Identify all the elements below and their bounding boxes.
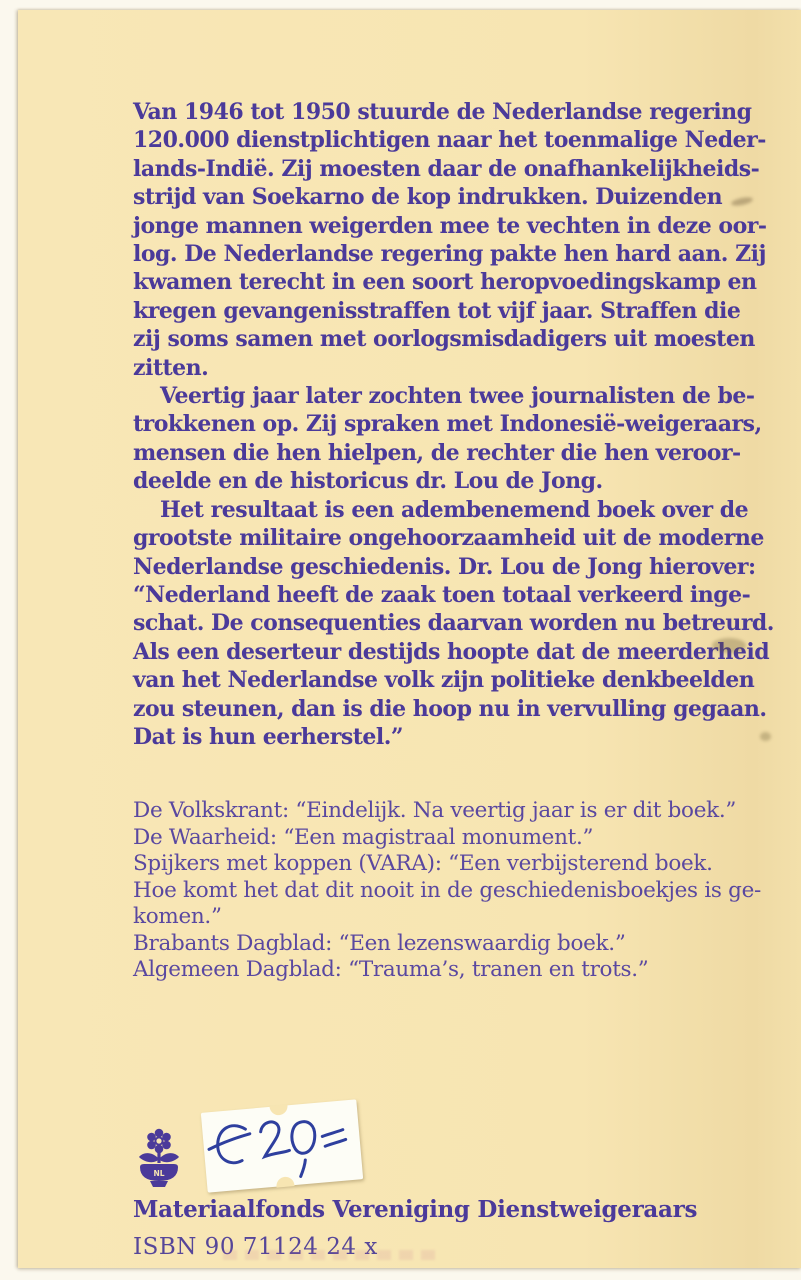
text-line: Van 1946 tot 1950 stuurde de Nederlandse regering — [133, 99, 752, 125]
text-line: Spijkers met koppen (VARA): “Een verbijsterend boek. — [133, 851, 713, 876]
text-line: Algemeen Dagblad: “Trauma’s, tranen en trots.” — [133, 957, 649, 982]
text-line: van het Nederlandse volk zijn politieke denkbeelden — [133, 667, 755, 694]
text-line: jonge mannen weigerden mee te vechten in deze oor- — [133, 212, 767, 239]
text-line: lands-Indië. Zij moesten daar de onafhankelijkheids- — [133, 155, 760, 182]
text-line: Brabants Dagblad: “Een lezenswaardig boek.” — [133, 930, 626, 956]
publisher-name: Materiaalfonds Vereniging Dienstweigeraars — [133, 1196, 698, 1223]
handwritten-price — [204, 1104, 360, 1189]
blurb-text — [133, 98, 774, 751]
text-line: komen.” — [133, 904, 222, 929]
price-sticker — [201, 1099, 363, 1192]
text-line: strijd van Soekarno de kop indrukken. Duizenden — [133, 184, 723, 211]
text-line: Als een deserteur destijds hoopte dat de meerderheid — [133, 638, 770, 665]
show-through-ghost-text — [223, 1250, 443, 1260]
publisher-logo — [130, 1126, 188, 1194]
text-line: Dat is hun eerherstel.” — [133, 723, 404, 750]
logo-nl-label: NL — [153, 1169, 165, 1178]
text-line: deelde en de historicus dr. Lou de Jong. — [133, 468, 603, 495]
text-line: log. De Nederlandse regering pakte hen hard aan. Zij — [133, 241, 766, 268]
text-line: kwamen terecht in een soort heropvoedingskamp en — [133, 269, 757, 296]
text-line: trokkenen op. Zij spraken met Indonesië-weigeraars, — [133, 411, 762, 438]
paper-smudge — [760, 732, 771, 741]
text-line: kregen gevangenisstraffen tot vijf jaar. Straffen die — [133, 297, 741, 324]
text-line: “Nederland heeft de zaak toen totaal verkeerd inge- — [133, 581, 751, 608]
text-line: grootste militaire ongehoorzaamheid uit de moderne — [133, 525, 764, 552]
isbn-number: ISBN 90 71124 24 x — [133, 1234, 378, 1260]
text-line: Veertig jaar later zochten twee journalisten de be- — [160, 383, 755, 410]
press-reviews — [133, 798, 773, 984]
text-line: Het resultaat is een adembenemend boek over de — [160, 496, 749, 523]
text-line: 120.000 dienstplichtigen naar het toenmalige Neder- — [133, 127, 766, 154]
text-line: De Volkskrant: “Eindelijk. Na veertig jaar is er dit boek.” — [133, 798, 737, 823]
paper-smudge — [712, 638, 746, 653]
cover-page — [18, 10, 801, 1268]
text-line: zitten. — [133, 354, 209, 381]
text-line: De Waarheid: “Een magistraal monument.” — [133, 824, 594, 850]
text-line: schat. De consequenties daarvan worden nu betreurd. — [133, 610, 774, 637]
text-line: Nederlandse geschiedenis. Dr. Lou de Jong hierover: — [133, 553, 756, 580]
flower-pot-icon — [130, 1126, 188, 1194]
text-line: zij soms samen met oorlogsmisdadigers uit moesten — [133, 326, 755, 353]
text-line: mensen die hen hielpen, de rechter die hen veroor- — [133, 439, 741, 466]
text-line: Hoe komt het dat dit nooit in de geschiedenisboekjes is ge- — [133, 877, 762, 903]
text-line: zou steunen, dan is die hoop nu in vervulling gegaan. — [133, 695, 767, 722]
